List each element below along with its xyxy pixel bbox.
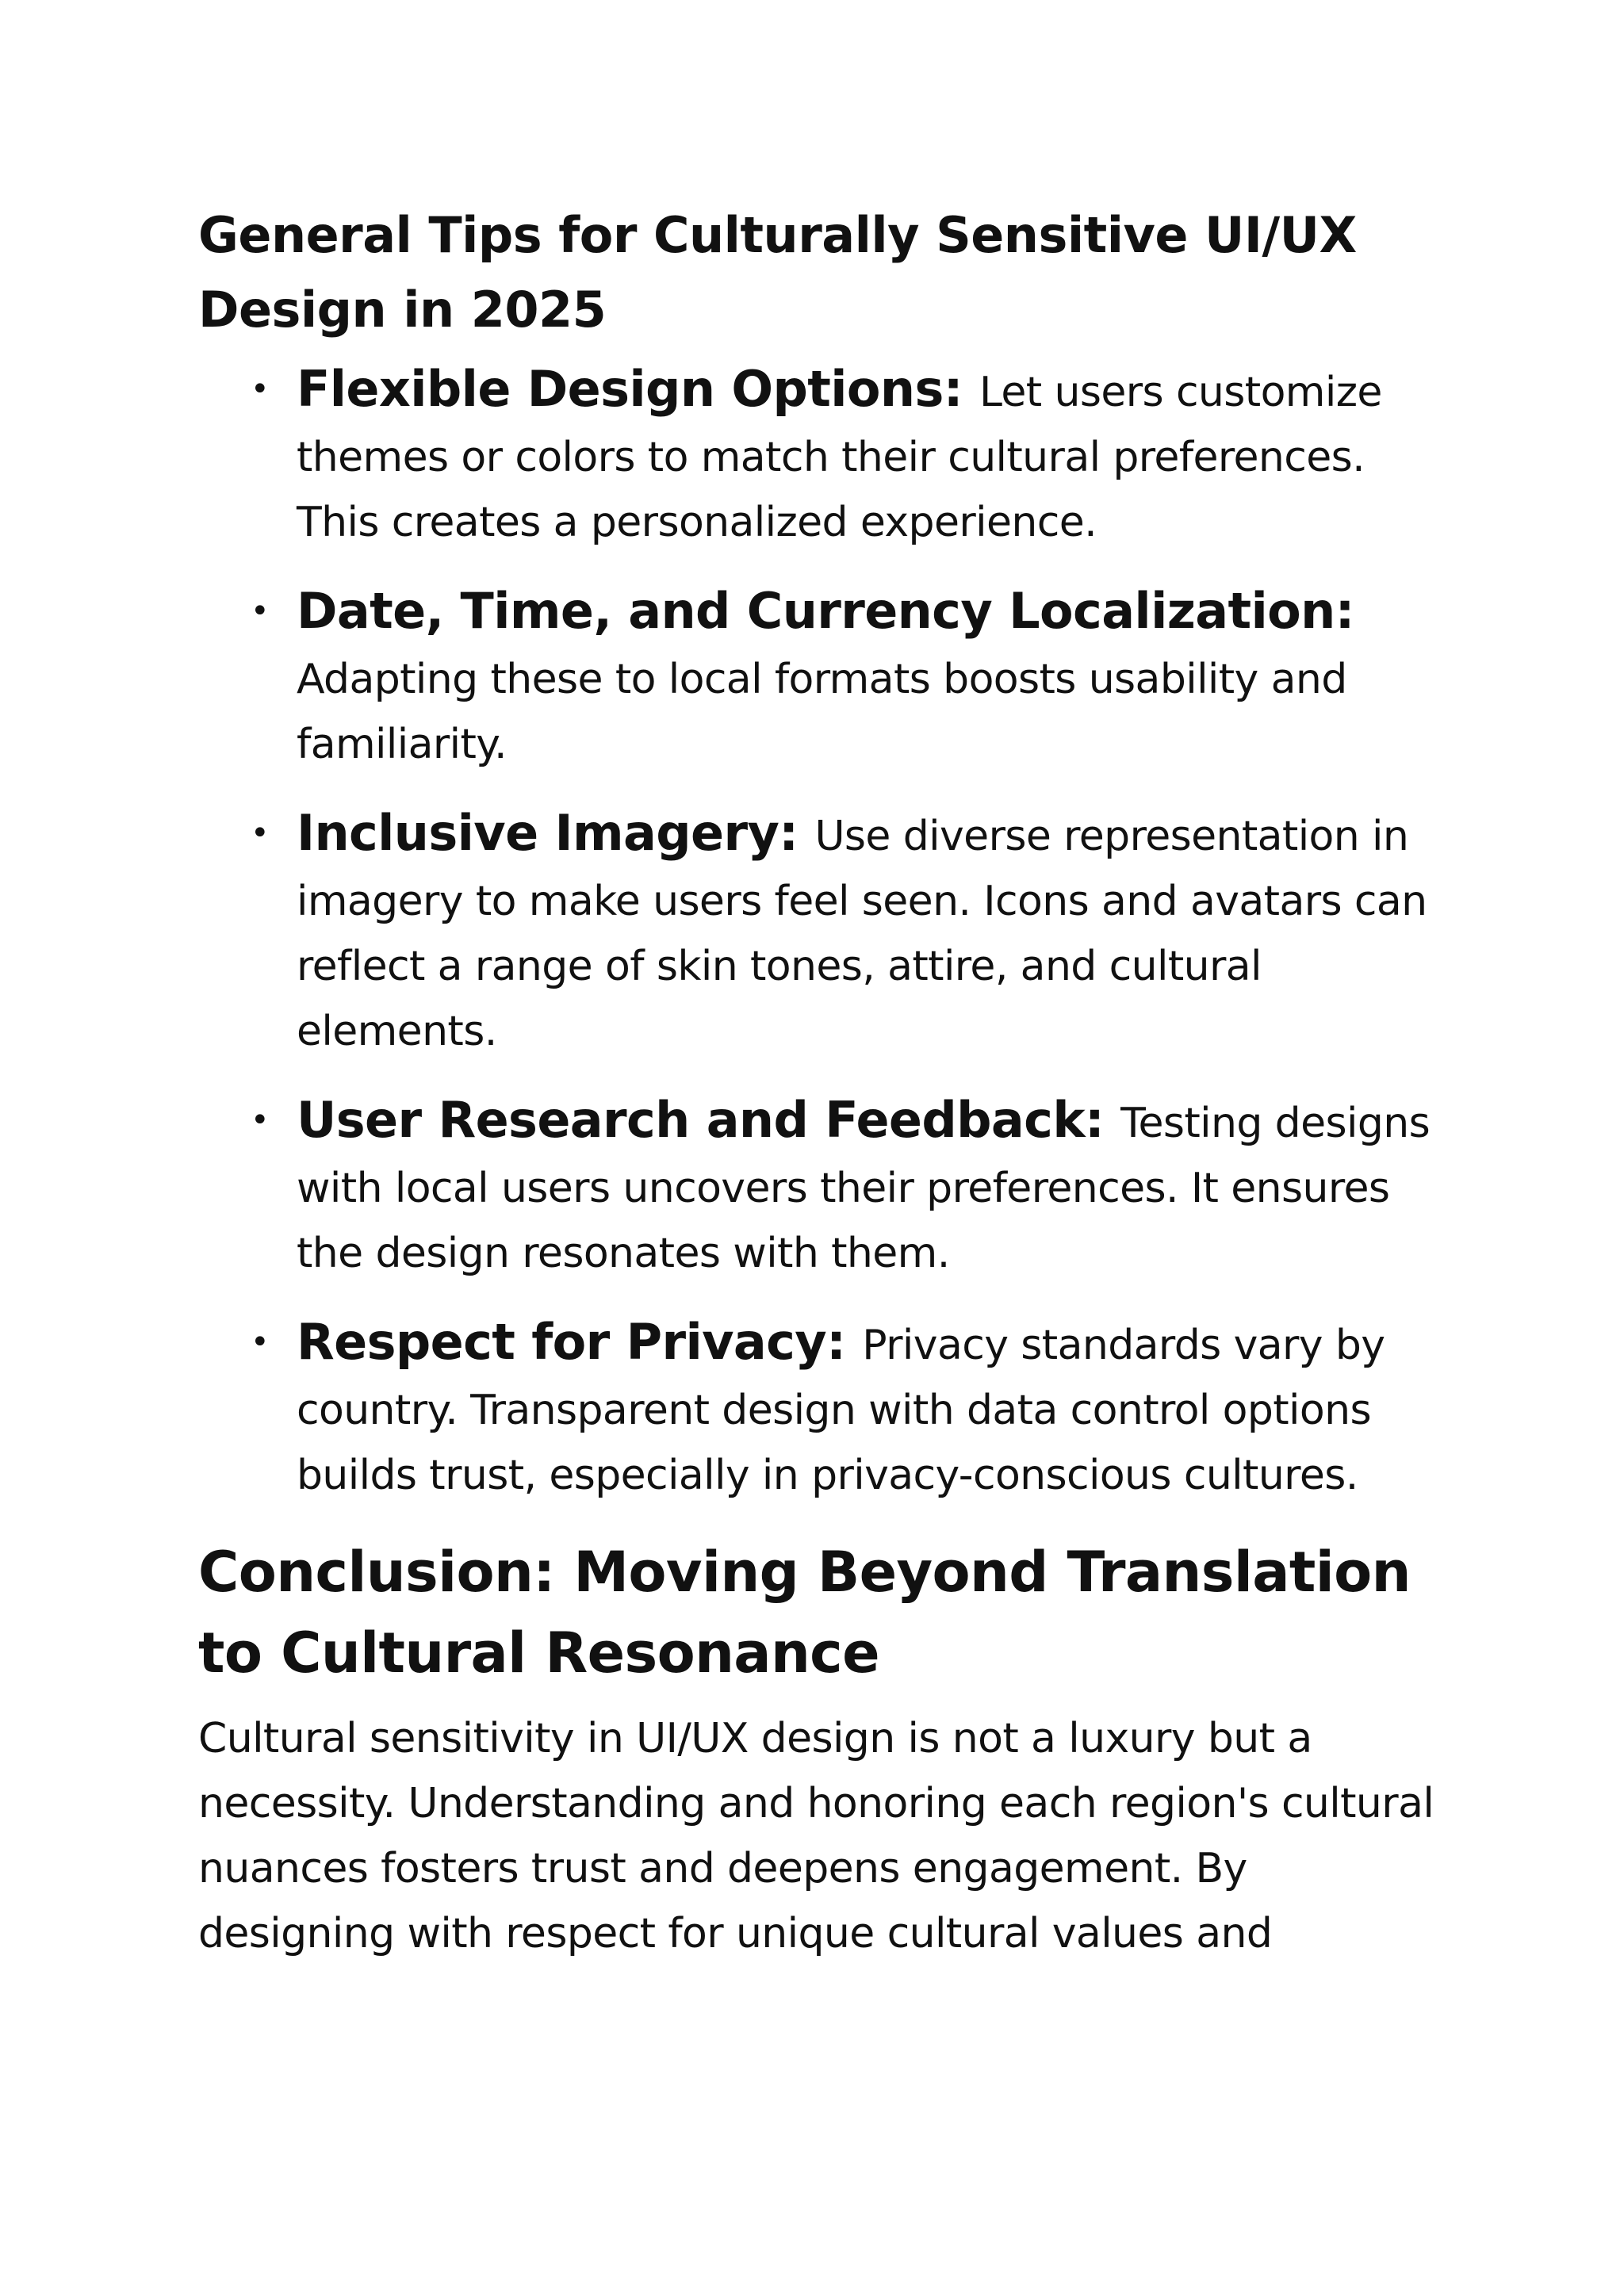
- document-page: [198, 198, 1443, 1966]
- section-heading: General Tips for Culturally Sensitive UI/UX Design in 2025: [198, 206, 1357, 339]
- bullet-dot-icon: •: [251, 1324, 269, 1360]
- list-item: [251, 579, 1443, 777]
- tip-text: Use diverse representation in imagery to make users feel seen. Icons and avatars can reflect a range of skin tones, attire, and cultural elements.: [297, 813, 1427, 1055]
- bullet-dot-icon: •: [251, 371, 269, 408]
- tip-text: Testing designs with local users uncovers their preferences. It ensures the design resonates with them.: [297, 1100, 1431, 1277]
- list-item: [251, 357, 1443, 555]
- conclusion-heading: Conclusion: Moving Beyond Translation to Cultural Resonance: [198, 1540, 1411, 1686]
- list-item: [251, 1310, 1443, 1508]
- tip-title: User Research and Feedback:: [297, 1091, 1121, 1149]
- tip-title: Respect for Privacy:: [297, 1313, 863, 1371]
- tip-title: Date, Time, and Currency Localization:: [297, 582, 1354, 640]
- list-item: [251, 801, 1443, 1064]
- conclusion-paragraph: Cultural sensitivity in UI/UX design is not a luxury but a necessity. Understanding and honoring each region's cultural nuances fosters trust and deepens engagement. By designing with respect for unique cultural values and: [198, 1715, 1434, 1957]
- tip-text: Adapting these to local formats boosts usability and familiarity.: [297, 656, 1347, 768]
- tips-list: [198, 357, 1443, 1508]
- list-item: [251, 1088, 1443, 1286]
- bullet-dot-icon: •: [251, 1102, 269, 1138]
- bullet-dot-icon: •: [251, 593, 269, 629]
- tip-title: Flexible Design Options:: [297, 360, 979, 418]
- tip-title: Inclusive Imagery:: [297, 804, 815, 862]
- tip-text: Privacy standards vary by country. Transparent design with data control options builds trust, especially in privacy-conscious cultures.: [297, 1322, 1385, 1499]
- tip-text: Let users customize themes or colors to match their cultural preferences. This creates a personalized experience.: [297, 369, 1382, 546]
- bullet-dot-icon: •: [251, 815, 269, 851]
